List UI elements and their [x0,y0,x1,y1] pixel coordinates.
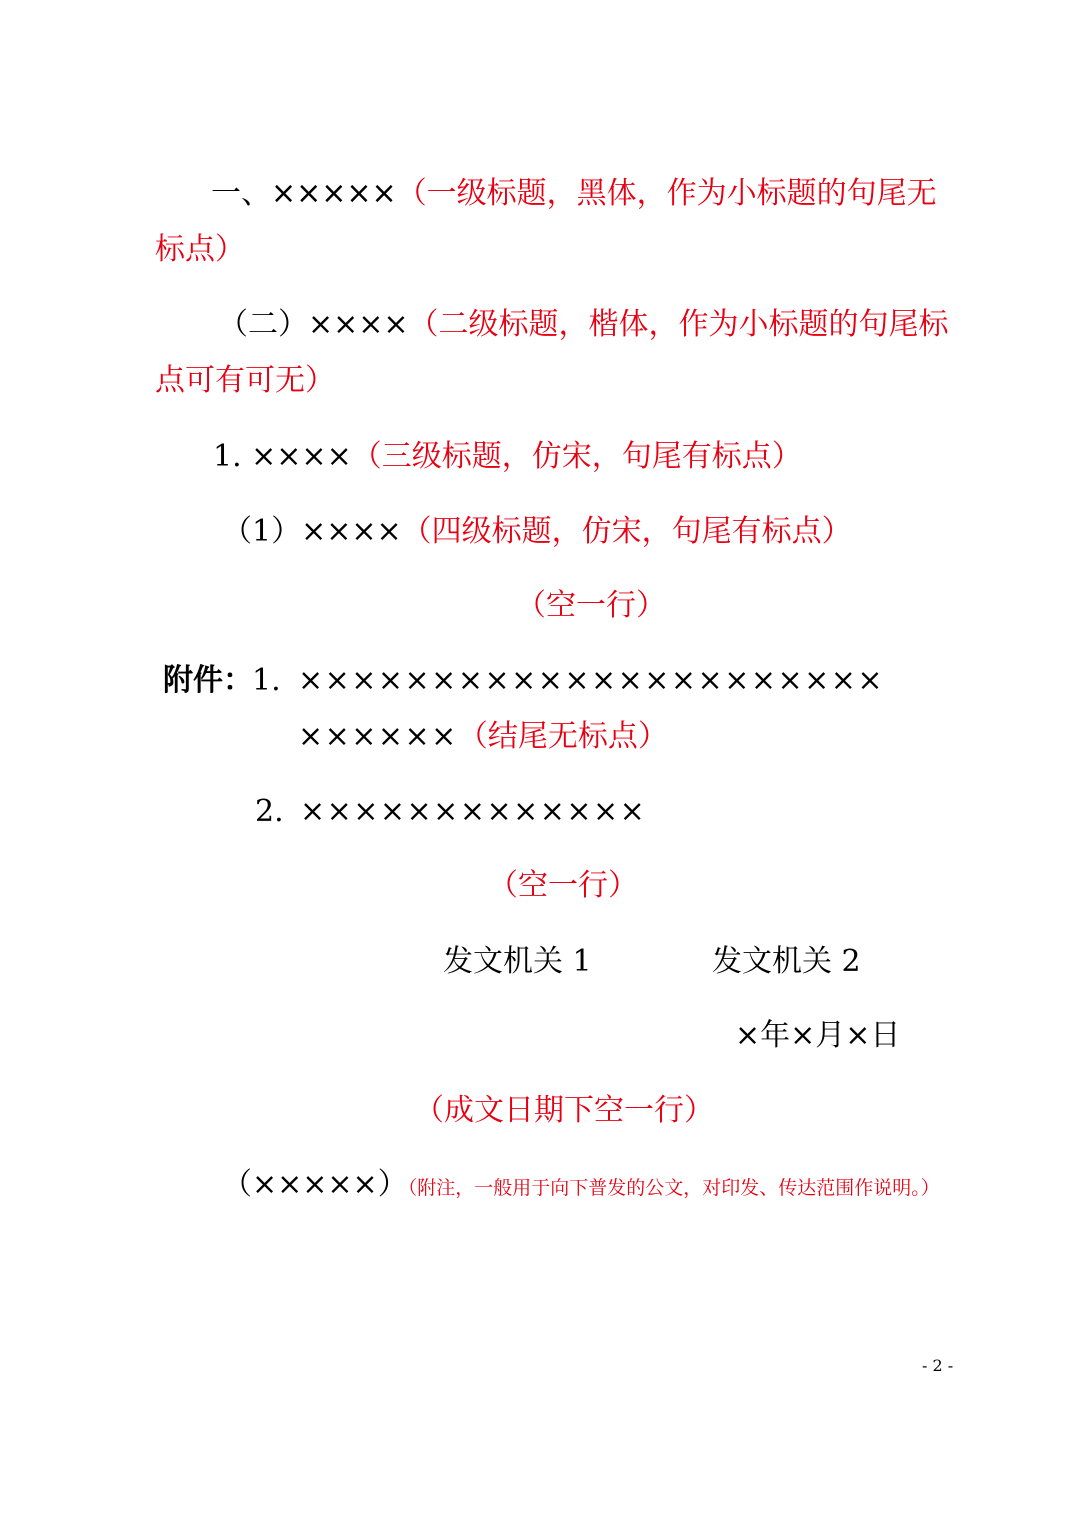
heading-1-line-1 [211,174,937,214]
after-date-note: （成文日期下空一行） [414,1093,714,1128]
heading-4-text: （1）×××× [222,514,402,549]
document-date: ×年×月×日 [735,1018,901,1053]
attachment-item-2-text: ××××××××××××× [300,794,647,829]
footnote-text: （×××××） [222,1167,408,1202]
heading-2-line-1 [218,305,949,345]
heading-3-line [213,437,802,477]
page-number: - 2 - [922,1356,954,1375]
heading-2-text: （二）×××× [218,307,409,342]
heading-1-text: 一、××××× [211,176,397,211]
footnote-line [222,1165,940,1208]
heading-3-text: 1. ×××× [213,439,352,474]
attachment-item-1-line-2 [298,717,668,757]
blank-line-marker-1: （空一行） [516,588,666,623]
attachments-label: 附件： [163,663,253,698]
attachment-item-1-text-continued: ×××××× [298,719,458,754]
attachment-item-1-line-1: ×××××××××××××××××××××× [298,663,885,698]
heading-1-note: （一级标题，黑体，作为小标题的句尾无 [396,176,937,211]
heading-4-note: （四级标题，仿宋，句尾有标点） [401,514,852,549]
heading-1-note-continued: 标点） [155,232,245,267]
attachment-item-1-note: （结尾无标点） [457,719,668,754]
heading-2-note-continued: 点可有可无） [155,363,335,398]
issuer-1: 发文机关 1 [443,944,592,979]
footnote-note: （附注，一般用于向下普发的公文，对印发、传达范围作说明。） [407,1177,940,1199]
heading-2-note: （二级标题，楷体，作为小标题的句尾标 [408,307,949,342]
attachment-item-1-number: 1. [252,663,281,698]
attachment-item-2-number: 2. [255,794,284,829]
blank-line-marker-2: （空一行） [488,868,638,903]
issuer-2: 发文机关 2 [712,944,861,979]
heading-4-line [222,512,852,552]
heading-3-note: （三级标题，仿宋，句尾有标点） [351,439,802,474]
